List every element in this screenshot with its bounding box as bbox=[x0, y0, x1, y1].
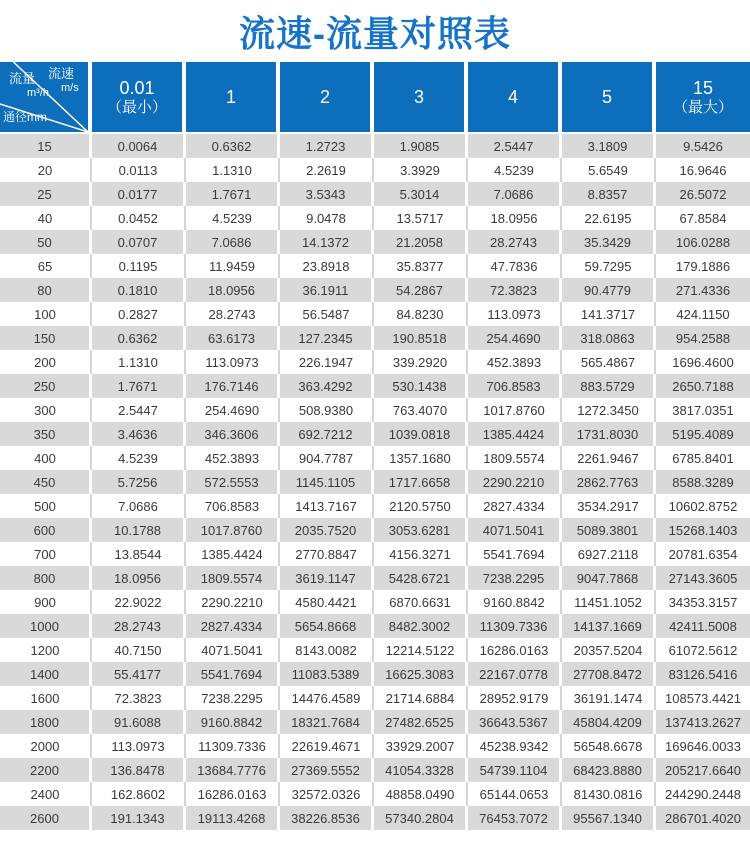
table-row bbox=[0, 566, 750, 590]
value-cell: 113.0973 bbox=[92, 734, 186, 758]
value-cell: 1145.1105 bbox=[280, 470, 374, 494]
diameter-cell: 800 bbox=[0, 566, 92, 590]
value-cell: 8482.3002 bbox=[374, 614, 468, 638]
velocity-value: 0.01 bbox=[119, 77, 155, 98]
velocity-header-cell bbox=[656, 62, 750, 132]
value-cell: 59.7295 bbox=[562, 254, 656, 278]
value-cell: 7238.2295 bbox=[186, 686, 280, 710]
value-cell: 954.2588 bbox=[656, 326, 750, 350]
value-cell: 22.6195 bbox=[562, 206, 656, 230]
value-cell: 190.8518 bbox=[374, 326, 468, 350]
value-cell: 8588.3289 bbox=[656, 470, 750, 494]
value-cell: 1357.1680 bbox=[374, 446, 468, 470]
value-cell: 3817.0351 bbox=[656, 398, 750, 422]
value-cell: 36.1911 bbox=[280, 278, 374, 302]
value-cell: 4071.5041 bbox=[186, 638, 280, 662]
table-row bbox=[0, 518, 750, 542]
value-cell: 13.8544 bbox=[92, 542, 186, 566]
value-cell: 5.6549 bbox=[562, 158, 656, 182]
value-cell: 205217.6640 bbox=[656, 758, 750, 782]
value-cell: 169646.0033 bbox=[656, 734, 750, 758]
diameter-cell: 15 bbox=[0, 134, 92, 158]
value-cell: 141.3717 bbox=[562, 302, 656, 326]
value-cell: 8.8357 bbox=[562, 182, 656, 206]
value-cell: 572.5553 bbox=[186, 470, 280, 494]
diameter-cell: 400 bbox=[0, 446, 92, 470]
value-cell: 10602.8752 bbox=[656, 494, 750, 518]
table-row bbox=[0, 206, 750, 230]
value-cell: 424.1150 bbox=[656, 302, 750, 326]
table-row bbox=[0, 782, 750, 806]
value-cell: 508.9380 bbox=[280, 398, 374, 422]
value-cell: 113.0973 bbox=[468, 302, 562, 326]
value-cell: 55.4177 bbox=[92, 662, 186, 686]
value-cell: 363.4292 bbox=[280, 374, 374, 398]
value-cell: 339.2920 bbox=[374, 350, 468, 374]
value-cell: 1017.8760 bbox=[186, 518, 280, 542]
diameter-cell: 1600 bbox=[0, 686, 92, 710]
velocity-value: 3 bbox=[413, 87, 424, 107]
value-cell: 7.0686 bbox=[186, 230, 280, 254]
value-cell: 286701.4020 bbox=[656, 806, 750, 830]
value-cell: 3.5343 bbox=[280, 182, 374, 206]
table-row bbox=[0, 662, 750, 686]
value-cell: 137413.2627 bbox=[656, 710, 750, 734]
value-cell: 91.6088 bbox=[92, 710, 186, 734]
value-cell: 706.8583 bbox=[186, 494, 280, 518]
value-cell: 40.7150 bbox=[92, 638, 186, 662]
value-cell: 18.0956 bbox=[92, 566, 186, 590]
value-cell: 63.6173 bbox=[186, 326, 280, 350]
value-cell: 20781.6354 bbox=[656, 542, 750, 566]
velocity-value: 2 bbox=[319, 87, 330, 107]
value-cell: 0.0177 bbox=[92, 182, 186, 206]
header-row bbox=[0, 62, 750, 132]
value-cell: 5.3014 bbox=[374, 182, 468, 206]
diameter-cell: 2200 bbox=[0, 758, 92, 782]
value-cell: 45804.4209 bbox=[562, 710, 656, 734]
value-cell: 9.0478 bbox=[280, 206, 374, 230]
value-cell: 7.0686 bbox=[468, 182, 562, 206]
value-cell: 0.0113 bbox=[92, 158, 186, 182]
value-cell: 3534.2917 bbox=[562, 494, 656, 518]
value-cell: 3.3929 bbox=[374, 158, 468, 182]
value-cell: 28.2743 bbox=[186, 302, 280, 326]
value-cell: 33929.2007 bbox=[374, 734, 468, 758]
diameter-cell: 25 bbox=[0, 182, 92, 206]
value-cell: 113.0973 bbox=[186, 350, 280, 374]
value-cell: 72.3823 bbox=[468, 278, 562, 302]
table-row bbox=[0, 806, 750, 830]
value-cell: 3.1809 bbox=[562, 134, 656, 158]
diameter-cell: 900 bbox=[0, 590, 92, 614]
value-cell: 0.1810 bbox=[92, 278, 186, 302]
velocity-header-cell bbox=[92, 62, 186, 132]
value-cell: 2770.8847 bbox=[280, 542, 374, 566]
diameter-cell: 350 bbox=[0, 422, 92, 446]
diameter-cell: 2400 bbox=[0, 782, 92, 806]
value-cell: 10.1788 bbox=[92, 518, 186, 542]
value-cell: 48858.0490 bbox=[374, 782, 468, 806]
value-cell: 27143.3605 bbox=[656, 566, 750, 590]
value-cell: 41054.3328 bbox=[374, 758, 468, 782]
diameter-cell: 1400 bbox=[0, 662, 92, 686]
velocity-header-cell bbox=[562, 62, 656, 132]
value-cell: 318.0863 bbox=[562, 326, 656, 350]
velocity-value: 4 bbox=[507, 87, 518, 107]
value-cell: 4071.5041 bbox=[468, 518, 562, 542]
value-cell: 18.0956 bbox=[186, 278, 280, 302]
value-cell: 9.5426 bbox=[656, 134, 750, 158]
value-cell: 56.5487 bbox=[280, 302, 374, 326]
value-cell: 904.7787 bbox=[280, 446, 374, 470]
value-cell: 9160.8842 bbox=[186, 710, 280, 734]
value-cell: 11309.7336 bbox=[186, 734, 280, 758]
diameter-cell: 50 bbox=[0, 230, 92, 254]
value-cell: 136.8478 bbox=[92, 758, 186, 782]
value-cell: 5428.6721 bbox=[374, 566, 468, 590]
value-cell: 26.5072 bbox=[656, 182, 750, 206]
value-cell: 2827.4334 bbox=[468, 494, 562, 518]
value-cell: 5.7256 bbox=[92, 470, 186, 494]
value-cell: 244290.2448 bbox=[656, 782, 750, 806]
velocity-header-cell bbox=[186, 62, 280, 132]
value-cell: 191.1343 bbox=[92, 806, 186, 830]
value-cell: 23.8918 bbox=[280, 254, 374, 278]
velocity-header-cell bbox=[468, 62, 562, 132]
table-row bbox=[0, 398, 750, 422]
table-row bbox=[0, 638, 750, 662]
value-cell: 5654.8668 bbox=[280, 614, 374, 638]
value-cell: 1385.4424 bbox=[468, 422, 562, 446]
table-row bbox=[0, 470, 750, 494]
value-cell: 54.2867 bbox=[374, 278, 468, 302]
value-cell: 7238.2295 bbox=[468, 566, 562, 590]
value-cell: 11.9459 bbox=[186, 254, 280, 278]
value-cell: 0.0452 bbox=[92, 206, 186, 230]
value-cell: 2.5447 bbox=[468, 134, 562, 158]
value-cell: 8143.0082 bbox=[280, 638, 374, 662]
table-row bbox=[0, 446, 750, 470]
value-cell: 2035.7520 bbox=[280, 518, 374, 542]
value-cell: 36643.5367 bbox=[468, 710, 562, 734]
value-cell: 16.9646 bbox=[656, 158, 750, 182]
value-cell: 176.7146 bbox=[186, 374, 280, 398]
velocity-note: （最大） bbox=[672, 98, 733, 116]
value-cell: 1731.8030 bbox=[562, 422, 656, 446]
value-cell: 1.7671 bbox=[92, 374, 186, 398]
value-cell: 2827.4334 bbox=[186, 614, 280, 638]
value-cell: 706.8583 bbox=[468, 374, 562, 398]
value-cell: 67.8584 bbox=[656, 206, 750, 230]
value-cell: 35.8377 bbox=[374, 254, 468, 278]
value-cell: 11083.5389 bbox=[280, 662, 374, 686]
value-cell: 1385.4424 bbox=[186, 542, 280, 566]
diameter-cell: 20 bbox=[0, 158, 92, 182]
value-cell: 35.3429 bbox=[562, 230, 656, 254]
value-cell: 22619.4671 bbox=[280, 734, 374, 758]
value-cell: 27369.5552 bbox=[280, 758, 374, 782]
table-row bbox=[0, 758, 750, 782]
table-row bbox=[0, 614, 750, 638]
velocity-header-cell bbox=[280, 62, 374, 132]
value-cell: 1272.3450 bbox=[562, 398, 656, 422]
table-row bbox=[0, 710, 750, 734]
table-row bbox=[0, 182, 750, 206]
diameter-cell: 2600 bbox=[0, 806, 92, 830]
value-cell: 42411.5008 bbox=[656, 614, 750, 638]
diameter-cell: 100 bbox=[0, 302, 92, 326]
value-cell: 0.0707 bbox=[92, 230, 186, 254]
value-cell: 2290.2210 bbox=[186, 590, 280, 614]
value-cell: 4156.3271 bbox=[374, 542, 468, 566]
value-cell: 1.1310 bbox=[92, 350, 186, 374]
value-cell: 108573.4421 bbox=[656, 686, 750, 710]
table-row bbox=[0, 302, 750, 326]
diameter-cell: 500 bbox=[0, 494, 92, 518]
value-cell: 1.7671 bbox=[186, 182, 280, 206]
table-row bbox=[0, 230, 750, 254]
value-cell: 36191.1474 bbox=[562, 686, 656, 710]
velocity-flow-table bbox=[0, 62, 750, 830]
value-cell: 57340.2804 bbox=[374, 806, 468, 830]
value-cell: 15268.1403 bbox=[656, 518, 750, 542]
value-cell: 3.4636 bbox=[92, 422, 186, 446]
value-cell: 4.5239 bbox=[92, 446, 186, 470]
value-cell: 81430.0816 bbox=[562, 782, 656, 806]
corner-velocity-unit: m/s bbox=[61, 82, 79, 94]
diameter-cell: 200 bbox=[0, 350, 92, 374]
value-cell: 2862.7763 bbox=[562, 470, 656, 494]
value-cell: 1809.5574 bbox=[468, 446, 562, 470]
value-cell: 530.1438 bbox=[374, 374, 468, 398]
value-cell: 106.0288 bbox=[656, 230, 750, 254]
value-cell: 95567.1340 bbox=[562, 806, 656, 830]
velocity-header-cell bbox=[374, 62, 468, 132]
value-cell: 883.5729 bbox=[562, 374, 656, 398]
value-cell: 2120.5750 bbox=[374, 494, 468, 518]
value-cell: 1039.0818 bbox=[374, 422, 468, 446]
value-cell: 54739.1104 bbox=[468, 758, 562, 782]
value-cell: 0.2827 bbox=[92, 302, 186, 326]
value-cell: 271.4336 bbox=[656, 278, 750, 302]
value-cell: 83126.5416 bbox=[656, 662, 750, 686]
value-cell: 22167.0778 bbox=[468, 662, 562, 686]
value-cell: 179.1886 bbox=[656, 254, 750, 278]
value-cell: 76453.7072 bbox=[468, 806, 562, 830]
value-cell: 56548.6678 bbox=[562, 734, 656, 758]
value-cell: 47.7836 bbox=[468, 254, 562, 278]
value-cell: 226.1947 bbox=[280, 350, 374, 374]
value-cell: 1809.5574 bbox=[186, 566, 280, 590]
value-cell: 0.0064 bbox=[92, 134, 186, 158]
value-cell: 19113.4268 bbox=[186, 806, 280, 830]
table-row bbox=[0, 422, 750, 446]
table-row bbox=[0, 158, 750, 182]
value-cell: 452.3893 bbox=[468, 350, 562, 374]
value-cell: 1017.8760 bbox=[468, 398, 562, 422]
value-cell: 1.9085 bbox=[374, 134, 468, 158]
value-cell: 127.2345 bbox=[280, 326, 374, 350]
velocity-value: 1 bbox=[225, 87, 236, 107]
corner-flow-rate-unit: m³/h bbox=[27, 87, 49, 99]
value-cell: 0.6362 bbox=[92, 326, 186, 350]
velocity-value: 5 bbox=[601, 87, 612, 107]
value-cell: 162.8602 bbox=[92, 782, 186, 806]
value-cell: 14476.4589 bbox=[280, 686, 374, 710]
value-cell: 6785.8401 bbox=[656, 446, 750, 470]
diameter-cell: 65 bbox=[0, 254, 92, 278]
value-cell: 20357.5204 bbox=[562, 638, 656, 662]
table-row bbox=[0, 326, 750, 350]
value-cell: 2290.2210 bbox=[468, 470, 562, 494]
table-row bbox=[0, 734, 750, 758]
value-cell: 5541.7694 bbox=[186, 662, 280, 686]
value-cell: 21.2058 bbox=[374, 230, 468, 254]
value-cell: 2261.9467 bbox=[562, 446, 656, 470]
value-cell: 27482.6525 bbox=[374, 710, 468, 734]
value-cell: 1696.4600 bbox=[656, 350, 750, 374]
diameter-cell: 300 bbox=[0, 398, 92, 422]
value-cell: 4.5239 bbox=[468, 158, 562, 182]
value-cell: 9047.7868 bbox=[562, 566, 656, 590]
corner-diameter-label: 通径mm bbox=[3, 110, 47, 124]
diameter-cell: 1000 bbox=[0, 614, 92, 638]
value-cell: 565.4867 bbox=[562, 350, 656, 374]
table-row bbox=[0, 374, 750, 398]
value-cell: 18321.7684 bbox=[280, 710, 374, 734]
table-row bbox=[0, 494, 750, 518]
value-cell: 2650.7188 bbox=[656, 374, 750, 398]
velocity-note: （最小） bbox=[106, 98, 167, 116]
value-cell: 6927.2118 bbox=[562, 542, 656, 566]
value-cell: 13684.7776 bbox=[186, 758, 280, 782]
value-cell: 11451.1052 bbox=[562, 590, 656, 614]
value-cell: 0.1195 bbox=[92, 254, 186, 278]
table-row bbox=[0, 542, 750, 566]
corner-cell bbox=[0, 62, 92, 132]
table-row bbox=[0, 350, 750, 374]
value-cell: 4580.4421 bbox=[280, 590, 374, 614]
diameter-cell: 250 bbox=[0, 374, 92, 398]
value-cell: 12214.5122 bbox=[374, 638, 468, 662]
value-cell: 254.4690 bbox=[186, 398, 280, 422]
value-cell: 1.2723 bbox=[280, 134, 374, 158]
value-cell: 3619.1147 bbox=[280, 566, 374, 590]
value-cell: 84.8230 bbox=[374, 302, 468, 326]
value-cell: 1.1310 bbox=[186, 158, 280, 182]
value-cell: 72.3823 bbox=[92, 686, 186, 710]
value-cell: 5089.3801 bbox=[562, 518, 656, 542]
value-cell: 22.9022 bbox=[92, 590, 186, 614]
value-cell: 9160.8842 bbox=[468, 590, 562, 614]
value-cell: 692.7212 bbox=[280, 422, 374, 446]
diameter-cell: 1800 bbox=[0, 710, 92, 734]
value-cell: 346.3606 bbox=[186, 422, 280, 446]
value-cell: 65144.0653 bbox=[468, 782, 562, 806]
value-cell: 61072.5612 bbox=[656, 638, 750, 662]
value-cell: 32572.0326 bbox=[280, 782, 374, 806]
value-cell: 34353.3157 bbox=[656, 590, 750, 614]
table-body bbox=[0, 134, 750, 830]
value-cell: 5541.7694 bbox=[468, 542, 562, 566]
diameter-cell: 2000 bbox=[0, 734, 92, 758]
velocity-value: 15 bbox=[692, 77, 714, 98]
value-cell: 6870.6631 bbox=[374, 590, 468, 614]
value-cell: 38226.8536 bbox=[280, 806, 374, 830]
value-cell: 16625.3083 bbox=[374, 662, 468, 686]
value-cell: 5195.4089 bbox=[656, 422, 750, 446]
value-cell: 2.5447 bbox=[92, 398, 186, 422]
diameter-cell: 150 bbox=[0, 326, 92, 350]
value-cell: 21714.6884 bbox=[374, 686, 468, 710]
diameter-cell: 1200 bbox=[0, 638, 92, 662]
value-cell: 4.5239 bbox=[186, 206, 280, 230]
value-cell: 0.6362 bbox=[186, 134, 280, 158]
value-cell: 14137.1669 bbox=[562, 614, 656, 638]
table-row bbox=[0, 134, 750, 158]
table-row bbox=[0, 686, 750, 710]
value-cell: 14.1372 bbox=[280, 230, 374, 254]
table-row bbox=[0, 590, 750, 614]
value-cell: 16286.0163 bbox=[186, 782, 280, 806]
value-cell: 28952.9179 bbox=[468, 686, 562, 710]
value-cell: 2.2619 bbox=[280, 158, 374, 182]
corner-flow-rate-label: 流量 bbox=[9, 71, 36, 86]
diameter-cell: 450 bbox=[0, 470, 92, 494]
value-cell: 1717.6658 bbox=[374, 470, 468, 494]
value-cell: 28.2743 bbox=[468, 230, 562, 254]
diameter-cell: 700 bbox=[0, 542, 92, 566]
value-cell: 3053.6281 bbox=[374, 518, 468, 542]
value-cell: 27708.8472 bbox=[562, 662, 656, 686]
value-cell: 28.2743 bbox=[92, 614, 186, 638]
value-cell: 7.0686 bbox=[92, 494, 186, 518]
table-row bbox=[0, 278, 750, 302]
value-cell: 45238.9342 bbox=[468, 734, 562, 758]
value-cell: 11309.7336 bbox=[468, 614, 562, 638]
value-cell: 90.4779 bbox=[562, 278, 656, 302]
value-cell: 16286.0163 bbox=[468, 638, 562, 662]
value-cell: 18.0956 bbox=[468, 206, 562, 230]
corner-velocity-label: 流速 bbox=[48, 66, 75, 81]
value-cell: 68423.8880 bbox=[562, 758, 656, 782]
value-cell: 1413.7167 bbox=[280, 494, 374, 518]
diameter-cell: 40 bbox=[0, 206, 92, 230]
value-cell: 254.4690 bbox=[468, 326, 562, 350]
page-title: 流速-流量对照表 bbox=[239, 12, 511, 54]
diameter-cell: 80 bbox=[0, 278, 92, 302]
diameter-cell: 600 bbox=[0, 518, 92, 542]
table-row bbox=[0, 254, 750, 278]
value-cell: 763.4070 bbox=[374, 398, 468, 422]
value-cell: 13.5717 bbox=[374, 206, 468, 230]
value-cell: 452.3893 bbox=[186, 446, 280, 470]
